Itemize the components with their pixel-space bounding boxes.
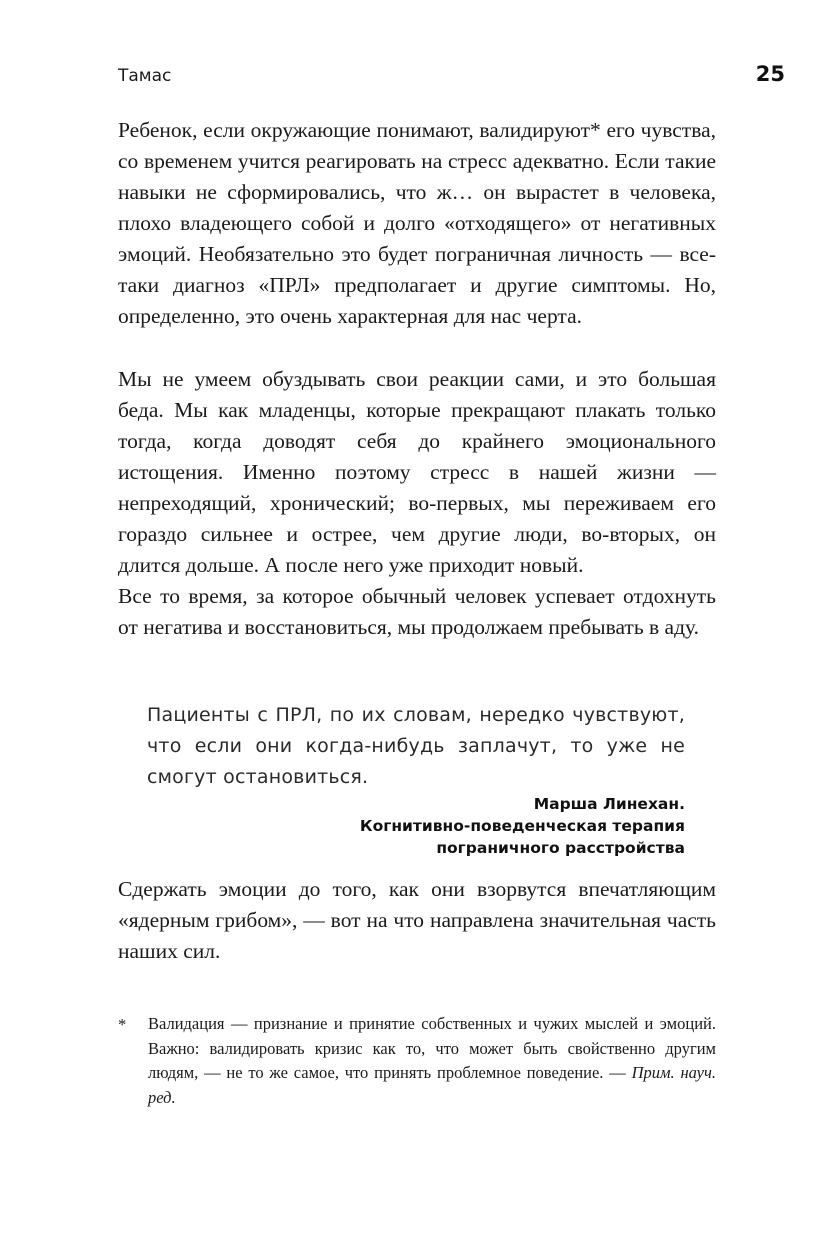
footnote-body: Валидация — признание и принятие собственных и чужих мыслей и эмоций. Важно: валидировать кризис как то, что может быть свойственно другим людям, — не то же самое, что принять проблемное поведение. —	[148, 1014, 716, 1082]
page-number: 25	[755, 62, 785, 86]
paragraph-3: Все то время, за которое обычный человек успевает отдохнуть от негатива и восстановиться, мы продолжаем пребывать в аду.	[118, 584, 716, 639]
epigraph-source	[147, 793, 685, 859]
running-head: Тамас	[118, 66, 172, 86]
epigraph	[147, 700, 685, 859]
footnote-editor-note: Прим. науч. ред.	[148, 1063, 717, 1107]
page-header	[118, 62, 785, 92]
paragraph-2: Мы не умеем обуздывать свои реакции сами, и это большая беда. Мы как младенцы, которые прекращают плакать только тогда, когда доводят себя до крайнего эмоционального истощения. Именно поэтому стресс в нашей жизни — непреходящий, хронический; во-первых, мы переживаем его гораздо сильнее и острее, чем другие люди, во-вторых, он длится дольше. А после него уже приходит новый.	[118, 367, 716, 577]
footnote	[118, 1012, 716, 1110]
paragraph-4: Сдержать эмоции до того, как они взорвутся впечатляющим «ядерным грибом», — вот на что направлена значительная часть наших сил.	[118, 877, 716, 963]
footnote-mark: *	[118, 1015, 127, 1034]
epigraph-source-line-1: Когнитивно-поведенческая терапия	[359, 817, 685, 835]
epigraph-quote: Пациенты с ПРЛ, по их словам, нередко чувствуют, что если они когда-нибудь заплачут, то уже не смогут остановиться.	[147, 704, 685, 788]
footnote-text	[148, 1012, 716, 1110]
epigraph-author: Марша Линехан.	[533, 795, 685, 813]
epigraph-source-line-2: пограничного расстройства	[436, 839, 685, 857]
paragraph-1: Ребенок, если окружающие понимают, валидируют* его чувства, со временем учится реагировать на стресс адекватно. Если такие навыки не сформировались, что ж… он вырастет в человека, плохо владеющего собой и долго «отходящего» от негативных эмоций. Необязательно это будет пограничная личность — все-таки диагноз «ПРЛ» предполагает и другие симптомы. Но, определенно, это очень характерная для нас черта.	[118, 118, 716, 328]
